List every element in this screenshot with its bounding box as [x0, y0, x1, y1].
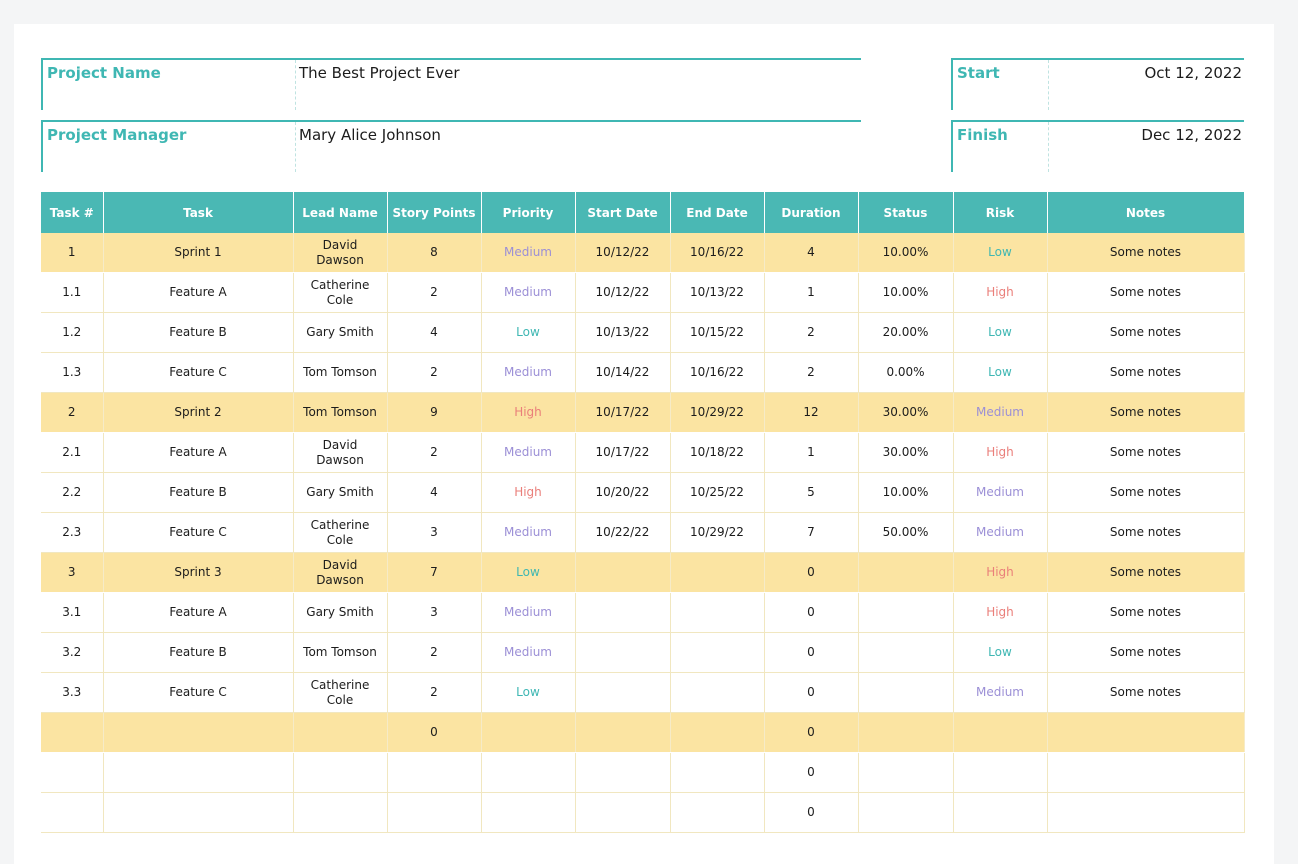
- cell-start-date[interactable]: [575, 753, 670, 793]
- cell-lead-name[interactable]: Gary Smith: [293, 313, 387, 353]
- cell-end-date[interactable]: 10/25/22: [670, 473, 764, 513]
- table-row: [41, 633, 1244, 673]
- cell-notes[interactable]: [1047, 793, 1244, 833]
- cell-task[interactable]: Sprint 1: [103, 233, 293, 273]
- cell-duration[interactable]: 12: [764, 393, 858, 433]
- cell-duration[interactable]: 0: [764, 553, 858, 593]
- cell-end-date[interactable]: [670, 633, 764, 673]
- cell-start-date[interactable]: 10/20/22: [575, 473, 670, 513]
- cell-status[interactable]: [858, 633, 953, 673]
- cell-task-num[interactable]: [41, 793, 103, 833]
- cell-status[interactable]: 20.00%: [858, 313, 953, 353]
- cell-start-date[interactable]: 10/12/22: [575, 273, 670, 313]
- cell-start-date[interactable]: 10/17/22: [575, 393, 670, 433]
- table-row: [41, 433, 1244, 473]
- sprint-row: [41, 713, 1244, 753]
- divider: [1048, 60, 1049, 110]
- cell-story-points[interactable]: 2: [387, 433, 481, 473]
- cell-risk[interactable]: Medium: [953, 513, 1047, 553]
- cell-duration[interactable]: 2: [764, 313, 858, 353]
- cell-status[interactable]: 10.00%: [858, 233, 953, 273]
- cell-risk[interactable]: Low: [953, 633, 1047, 673]
- table-row: [41, 593, 1244, 633]
- cell-story-points[interactable]: 2: [387, 353, 481, 393]
- cell-duration[interactable]: 0: [764, 633, 858, 673]
- cell-end-date[interactable]: 10/13/22: [670, 273, 764, 313]
- col-header-end-date[interactable]: End Date: [670, 192, 764, 233]
- cell-end-date[interactable]: 10/15/22: [670, 313, 764, 353]
- start-label: Start: [957, 64, 1000, 82]
- cell-lead-name[interactable]: David Dawson: [293, 553, 387, 593]
- cell-task-num[interactable]: 3.3: [41, 673, 103, 713]
- cell-start-date[interactable]: 10/12/22: [575, 233, 670, 273]
- cell-story-points[interactable]: 2: [387, 273, 481, 313]
- cell-lead-name[interactable]: Tom Tomson: [293, 353, 387, 393]
- cell-duration[interactable]: 4: [764, 233, 858, 273]
- col-header-risk[interactable]: Risk: [953, 192, 1047, 233]
- cell-start-date[interactable]: [575, 593, 670, 633]
- col-header-task[interactable]: Task: [103, 192, 293, 233]
- cell-start-date[interactable]: [575, 553, 670, 593]
- cell-status[interactable]: 30.00%: [858, 433, 953, 473]
- table-row: [41, 793, 1244, 833]
- cell-start-date[interactable]: 10/13/22: [575, 313, 670, 353]
- cell-status[interactable]: 0.00%: [858, 353, 953, 393]
- cell-duration[interactable]: 2: [764, 353, 858, 393]
- cell-task[interactable]: Sprint 3: [103, 553, 293, 593]
- cell-risk[interactable]: Low: [953, 233, 1047, 273]
- cell-end-date[interactable]: [670, 593, 764, 633]
- col-header-lead-name[interactable]: Lead Name: [293, 192, 387, 233]
- cell-start-date[interactable]: 10/14/22: [575, 353, 670, 393]
- cell-priority[interactable]: Medium: [481, 433, 575, 473]
- cell-task[interactable]: Feature A: [103, 593, 293, 633]
- cell-notes[interactable]: [1047, 713, 1244, 753]
- cell-task[interactable]: Feature A: [103, 273, 293, 313]
- cell-duration[interactable]: 1: [764, 273, 858, 313]
- cell-task-num[interactable]: 2.2: [41, 473, 103, 513]
- cell-task[interactable]: [103, 793, 293, 833]
- cell-lead-name[interactable]: Catherine Cole: [293, 273, 387, 313]
- cell-status[interactable]: [858, 673, 953, 713]
- cell-risk[interactable]: High: [953, 433, 1047, 473]
- cell-story-points[interactable]: 3: [387, 513, 481, 553]
- cell-start-date[interactable]: 10/17/22: [575, 433, 670, 473]
- cell-notes[interactable]: Some notes: [1047, 593, 1244, 633]
- col-header-status[interactable]: Status: [858, 192, 953, 233]
- cell-notes[interactable]: Some notes: [1047, 353, 1244, 393]
- col-header-notes[interactable]: Notes: [1047, 192, 1244, 233]
- col-header-story-points[interactable]: Story Points: [387, 192, 481, 233]
- cell-status[interactable]: 10.00%: [858, 473, 953, 513]
- cell-story-points[interactable]: 0: [387, 713, 481, 753]
- cell-priority[interactable]: Medium: [481, 593, 575, 633]
- cell-notes[interactable]: Some notes: [1047, 273, 1244, 313]
- start-box: [951, 58, 1244, 110]
- divider: [295, 60, 296, 110]
- cell-story-points[interactable]: [387, 753, 481, 793]
- cell-end-date[interactable]: [670, 753, 764, 793]
- cell-task-num[interactable]: 1.2: [41, 313, 103, 353]
- cell-end-date[interactable]: [670, 713, 764, 753]
- cell-task[interactable]: Feature C: [103, 513, 293, 553]
- sprint-row: [41, 233, 1244, 273]
- finish-date-value[interactable]: Dec 12, 2022: [1141, 126, 1242, 144]
- cell-notes[interactable]: Some notes: [1047, 513, 1244, 553]
- cell-task-num[interactable]: 3.2: [41, 633, 103, 673]
- cell-priority[interactable]: Medium: [481, 513, 575, 553]
- task-table: [41, 192, 1245, 833]
- cell-story-points[interactable]: [387, 793, 481, 833]
- table-row: [41, 753, 1244, 793]
- cell-risk[interactable]: High: [953, 273, 1047, 313]
- cell-task[interactable]: Feature B: [103, 473, 293, 513]
- cell-risk[interactable]: Low: [953, 353, 1047, 393]
- cell-risk[interactable]: [953, 753, 1047, 793]
- cell-task[interactable]: Sprint 2: [103, 393, 293, 433]
- cell-end-date[interactable]: 10/16/22: [670, 233, 764, 273]
- col-header-start-date[interactable]: Start Date: [575, 192, 670, 233]
- cell-end-date[interactable]: [670, 793, 764, 833]
- cell-risk[interactable]: Medium: [953, 473, 1047, 513]
- col-header-priority[interactable]: Priority: [481, 192, 575, 233]
- cell-story-points[interactable]: 4: [387, 313, 481, 353]
- cell-end-date[interactable]: 10/29/22: [670, 393, 764, 433]
- sprint-row: [41, 393, 1244, 433]
- cell-risk[interactable]: [953, 713, 1047, 753]
- table-row: [41, 273, 1244, 313]
- cell-start-date[interactable]: [575, 633, 670, 673]
- cell-risk[interactable]: Medium: [953, 393, 1047, 433]
- cell-task-num[interactable]: 2.1: [41, 433, 103, 473]
- cell-task[interactable]: Feature A: [103, 433, 293, 473]
- cell-risk[interactable]: [953, 793, 1047, 833]
- cell-start-date[interactable]: 10/22/22: [575, 513, 670, 553]
- cell-priority[interactable]: Low: [481, 553, 575, 593]
- cell-risk[interactable]: Low: [953, 313, 1047, 353]
- cell-end-date[interactable]: 10/29/22: [670, 513, 764, 553]
- cell-priority[interactable]: Medium: [481, 273, 575, 313]
- cell-notes[interactable]: Some notes: [1047, 313, 1244, 353]
- cell-start-date[interactable]: [575, 673, 670, 713]
- cell-story-points[interactable]: 2: [387, 633, 481, 673]
- finish-box: [951, 120, 1244, 172]
- cell-duration[interactable]: 5: [764, 473, 858, 513]
- cell-priority[interactable]: High: [481, 473, 575, 513]
- cell-risk[interactable]: High: [953, 553, 1047, 593]
- cell-duration[interactable]: 0: [764, 793, 858, 833]
- cell-status[interactable]: 30.00%: [858, 393, 953, 433]
- cell-end-date[interactable]: [670, 673, 764, 713]
- table-row: [41, 473, 1244, 513]
- cell-lead-name[interactable]: [293, 713, 387, 753]
- cell-end-date[interactable]: 10/18/22: [670, 433, 764, 473]
- cell-story-points[interactable]: 7: [387, 553, 481, 593]
- cell-notes[interactable]: Some notes: [1047, 553, 1244, 593]
- cell-lead-name[interactable]: David Dawson: [293, 433, 387, 473]
- cell-story-points[interactable]: 3: [387, 593, 481, 633]
- cell-duration[interactable]: 7: [764, 513, 858, 553]
- cell-duration[interactable]: 1: [764, 433, 858, 473]
- cell-notes[interactable]: Some notes: [1047, 393, 1244, 433]
- cell-notes[interactable]: Some notes: [1047, 673, 1244, 713]
- cell-duration[interactable]: 0: [764, 713, 858, 753]
- cell-priority[interactable]: [481, 713, 575, 753]
- cell-notes[interactable]: Some notes: [1047, 433, 1244, 473]
- table-header-row: [41, 192, 1244, 233]
- cell-story-points[interactable]: 8: [387, 233, 481, 273]
- cell-task[interactable]: Feature C: [103, 353, 293, 393]
- cell-status[interactable]: [858, 593, 953, 633]
- cell-lead-name[interactable]: Gary Smith: [293, 473, 387, 513]
- col-header-task-num[interactable]: Task #: [41, 192, 103, 233]
- cell-task-num[interactable]: 3: [41, 553, 103, 593]
- cell-priority[interactable]: Medium: [481, 633, 575, 673]
- cell-duration[interactable]: 0: [764, 753, 858, 793]
- cell-status[interactable]: [858, 713, 953, 753]
- project-name-label: Project Name: [47, 64, 161, 82]
- cell-task-num[interactable]: 1.1: [41, 273, 103, 313]
- cell-story-points[interactable]: 2: [387, 673, 481, 713]
- cell-status[interactable]: [858, 753, 953, 793]
- table-row: [41, 353, 1244, 393]
- cell-priority[interactable]: [481, 793, 575, 833]
- sprint-row: [41, 553, 1244, 593]
- cell-task-num[interactable]: 1: [41, 233, 103, 273]
- cell-duration[interactable]: 0: [764, 673, 858, 713]
- project-name-value[interactable]: The Best Project Ever: [299, 64, 460, 82]
- cell-status[interactable]: 10.00%: [858, 273, 953, 313]
- divider: [295, 122, 296, 172]
- cell-task[interactable]: Feature C: [103, 673, 293, 713]
- cell-end-date[interactable]: 10/16/22: [670, 353, 764, 393]
- cell-priority[interactable]: Medium: [481, 353, 575, 393]
- cell-task-num[interactable]: 3.1: [41, 593, 103, 633]
- task-table-body: [41, 233, 1244, 833]
- cell-duration[interactable]: 0: [764, 593, 858, 633]
- cell-story-points[interactable]: 4: [387, 473, 481, 513]
- col-header-duration[interactable]: Duration: [764, 192, 858, 233]
- cell-priority[interactable]: Low: [481, 673, 575, 713]
- cell-lead-name[interactable]: [293, 793, 387, 833]
- cell-task-num[interactable]: 1.3: [41, 353, 103, 393]
- cell-status[interactable]: [858, 553, 953, 593]
- divider: [1048, 122, 1049, 172]
- table-row: [41, 513, 1244, 553]
- cell-lead-name[interactable]: Tom Tomson: [293, 393, 387, 433]
- cell-task[interactable]: Feature B: [103, 633, 293, 673]
- cell-task[interactable]: Feature B: [103, 313, 293, 353]
- cell-notes[interactable]: [1047, 753, 1244, 793]
- cell-priority[interactable]: Low: [481, 313, 575, 353]
- cell-notes[interactable]: Some notes: [1047, 233, 1244, 273]
- cell-status[interactable]: [858, 793, 953, 833]
- cell-risk[interactable]: Medium: [953, 673, 1047, 713]
- table-row: [41, 313, 1244, 353]
- finish-label: Finish: [957, 126, 1008, 144]
- project-manager-label: Project Manager: [47, 126, 187, 144]
- cell-lead-name[interactable]: Tom Tomson: [293, 633, 387, 673]
- project-manager-value[interactable]: Mary Alice Johnson: [299, 126, 441, 144]
- cell-risk[interactable]: High: [953, 593, 1047, 633]
- project-manager-box: [41, 120, 861, 172]
- cell-notes[interactable]: Some notes: [1047, 633, 1244, 673]
- cell-lead-name[interactable]: [293, 753, 387, 793]
- cell-priority[interactable]: [481, 753, 575, 793]
- cell-lead-name[interactable]: Catherine Cole: [293, 673, 387, 713]
- start-date-value[interactable]: Oct 12, 2022: [1144, 64, 1242, 82]
- cell-task-num[interactable]: 2.3: [41, 513, 103, 553]
- cell-notes[interactable]: Some notes: [1047, 473, 1244, 513]
- cell-lead-name[interactable]: Catherine Cole: [293, 513, 387, 553]
- project-sheet: [14, 24, 1274, 864]
- cell-status[interactable]: 50.00%: [858, 513, 953, 553]
- cell-lead-name[interactable]: David Dawson: [293, 233, 387, 273]
- cell-start-date[interactable]: [575, 793, 670, 833]
- cell-end-date[interactable]: [670, 553, 764, 593]
- cell-priority[interactable]: Medium: [481, 233, 575, 273]
- cell-task-num[interactable]: 2: [41, 393, 103, 433]
- table-row: [41, 673, 1244, 713]
- cell-task-num[interactable]: [41, 753, 103, 793]
- cell-lead-name[interactable]: Gary Smith: [293, 593, 387, 633]
- cell-start-date[interactable]: [575, 713, 670, 753]
- project-name-box: [41, 58, 861, 110]
- cell-priority[interactable]: High: [481, 393, 575, 433]
- cell-task[interactable]: [103, 713, 293, 753]
- cell-story-points[interactable]: 9: [387, 393, 481, 433]
- cell-task[interactable]: [103, 753, 293, 793]
- cell-task-num[interactable]: [41, 713, 103, 753]
